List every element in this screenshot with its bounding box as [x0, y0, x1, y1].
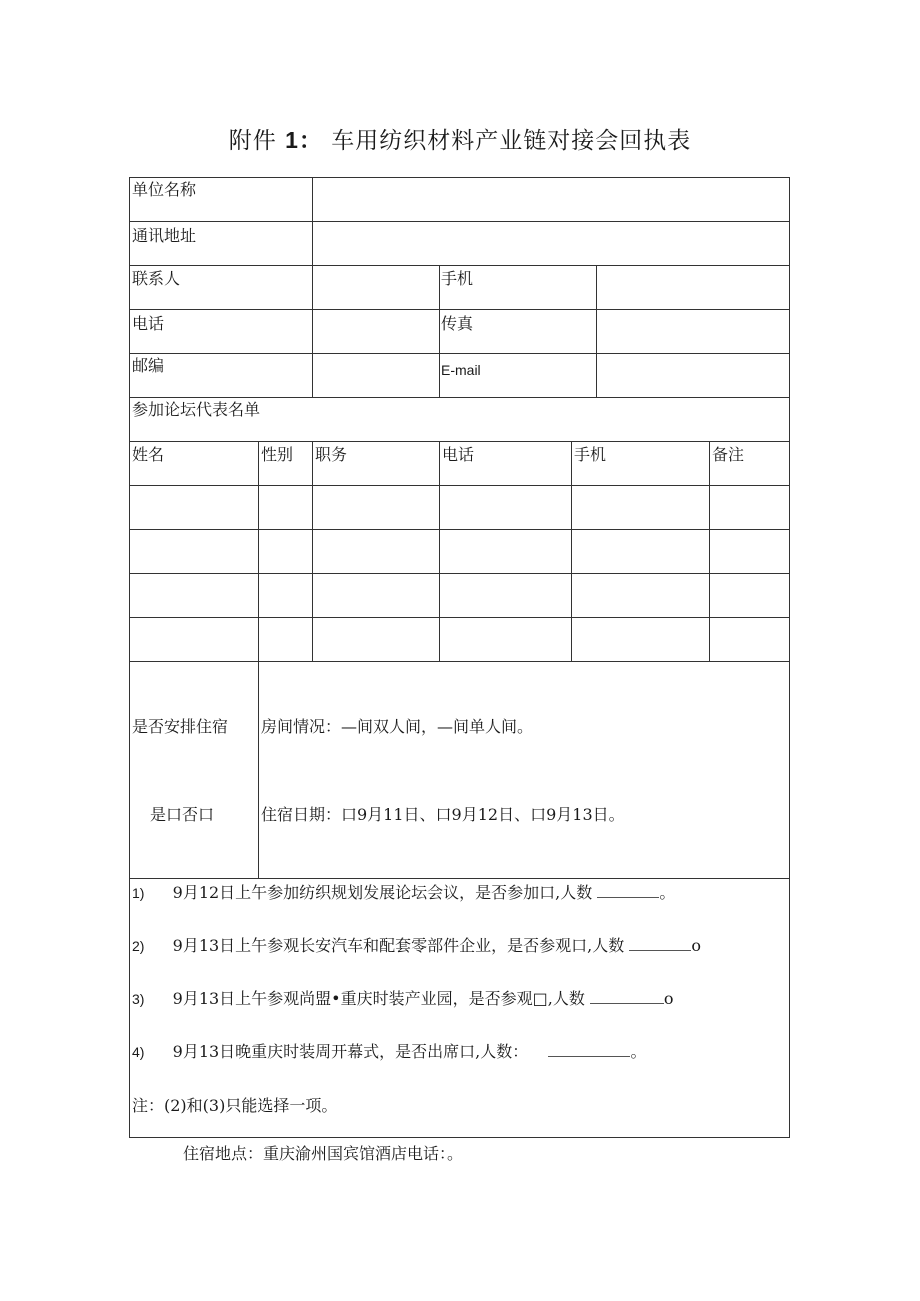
col-line	[258, 661, 259, 878]
activity-text: 9月13日上午参观长安汽车和配套零部件企业，是否参观口,人数	[172, 936, 625, 955]
header-gender: 性别	[261, 445, 294, 464]
email-label: E-mail	[441, 362, 481, 378]
page-title	[0, 122, 920, 155]
col-line	[439, 441, 440, 661]
phone-label: 电话	[132, 314, 165, 333]
row-line	[130, 221, 789, 222]
row-line	[130, 485, 789, 486]
col-line	[258, 441, 259, 661]
row-line	[130, 573, 789, 574]
col-line	[312, 441, 313, 661]
header-remarks: 备注	[712, 445, 745, 464]
lodging-yes-no: 是口否口	[150, 805, 215, 824]
row-line	[130, 878, 789, 879]
row-line	[130, 265, 789, 266]
row-line	[130, 353, 789, 354]
activity-end: o	[663, 989, 674, 1008]
lodging-label: 是否安排住宿	[132, 717, 229, 736]
col-line	[709, 441, 710, 661]
delegates-section-label: 参加论坛代表名单	[132, 400, 261, 419]
row-line	[130, 661, 789, 662]
header-mobile: 手机	[574, 445, 607, 464]
activity-number: 4)	[132, 1044, 145, 1060]
count-blank[interactable]	[629, 936, 691, 951]
activity-4	[132, 1042, 646, 1062]
activity-number: 2)	[132, 938, 145, 954]
activity-end: o	[691, 936, 702, 955]
count-blank[interactable]	[548, 1042, 630, 1057]
contact-label: 联系人	[132, 269, 181, 288]
row-line	[130, 397, 789, 398]
col-line	[312, 178, 313, 397]
col-line	[596, 265, 597, 397]
unit-name-label: 单位名称	[132, 180, 197, 199]
title-prefix: 附件	[228, 128, 277, 154]
mobile-label: 手机	[441, 269, 474, 288]
row-line	[130, 309, 789, 310]
count-blank[interactable]	[590, 989, 664, 1004]
fax-label: 传真	[441, 314, 474, 333]
activity-text: 9月13日上午参观尚盟•重庆时装产业园，是否参观□,人数	[172, 989, 585, 1008]
activity-1	[132, 883, 675, 903]
row-line	[130, 617, 789, 618]
title-text: 车用纺织材料产业链对接会回执表	[331, 128, 692, 154]
title-number: 1	[285, 127, 299, 153]
row-line	[130, 529, 789, 530]
header-name: 姓名	[132, 445, 165, 464]
header-position: 职务	[315, 445, 348, 464]
count-blank[interactable]	[597, 883, 659, 898]
lodging-dates: 住宿日期：口9月11日、口9月12日、口9月13日。	[261, 805, 625, 824]
postcode-label: 邮编	[132, 356, 165, 375]
title-colon: ：	[298, 127, 323, 153]
activity-end: 。	[630, 1042, 647, 1061]
row-line	[130, 441, 789, 442]
footer-lodging-info: 住宿地点：重庆渝州国宾馆酒店电话：。	[183, 1144, 464, 1163]
form-table	[129, 177, 790, 1138]
activity-number: 1)	[132, 885, 145, 901]
activity-3	[132, 989, 674, 1009]
note: 注：(2)和(3)只能选择一项。	[132, 1096, 338, 1115]
activity-end: 。	[659, 883, 676, 902]
header-phone: 电话	[442, 445, 475, 464]
address-label: 通讯地址	[132, 226, 197, 245]
activity-number: 3)	[132, 991, 145, 1007]
room-info: 房间情况：—间双人间，—间单人间。	[261, 717, 534, 736]
activity-text: 9月12日上午参加纺织规划发展论坛会议，是否参加口,人数	[172, 883, 593, 902]
col-line	[571, 441, 572, 661]
activity-text: 9月13日晚重庆时装周开幕式，是否出席口,人数：	[172, 1042, 529, 1061]
activity-2	[132, 936, 701, 956]
col-line	[439, 265, 440, 397]
